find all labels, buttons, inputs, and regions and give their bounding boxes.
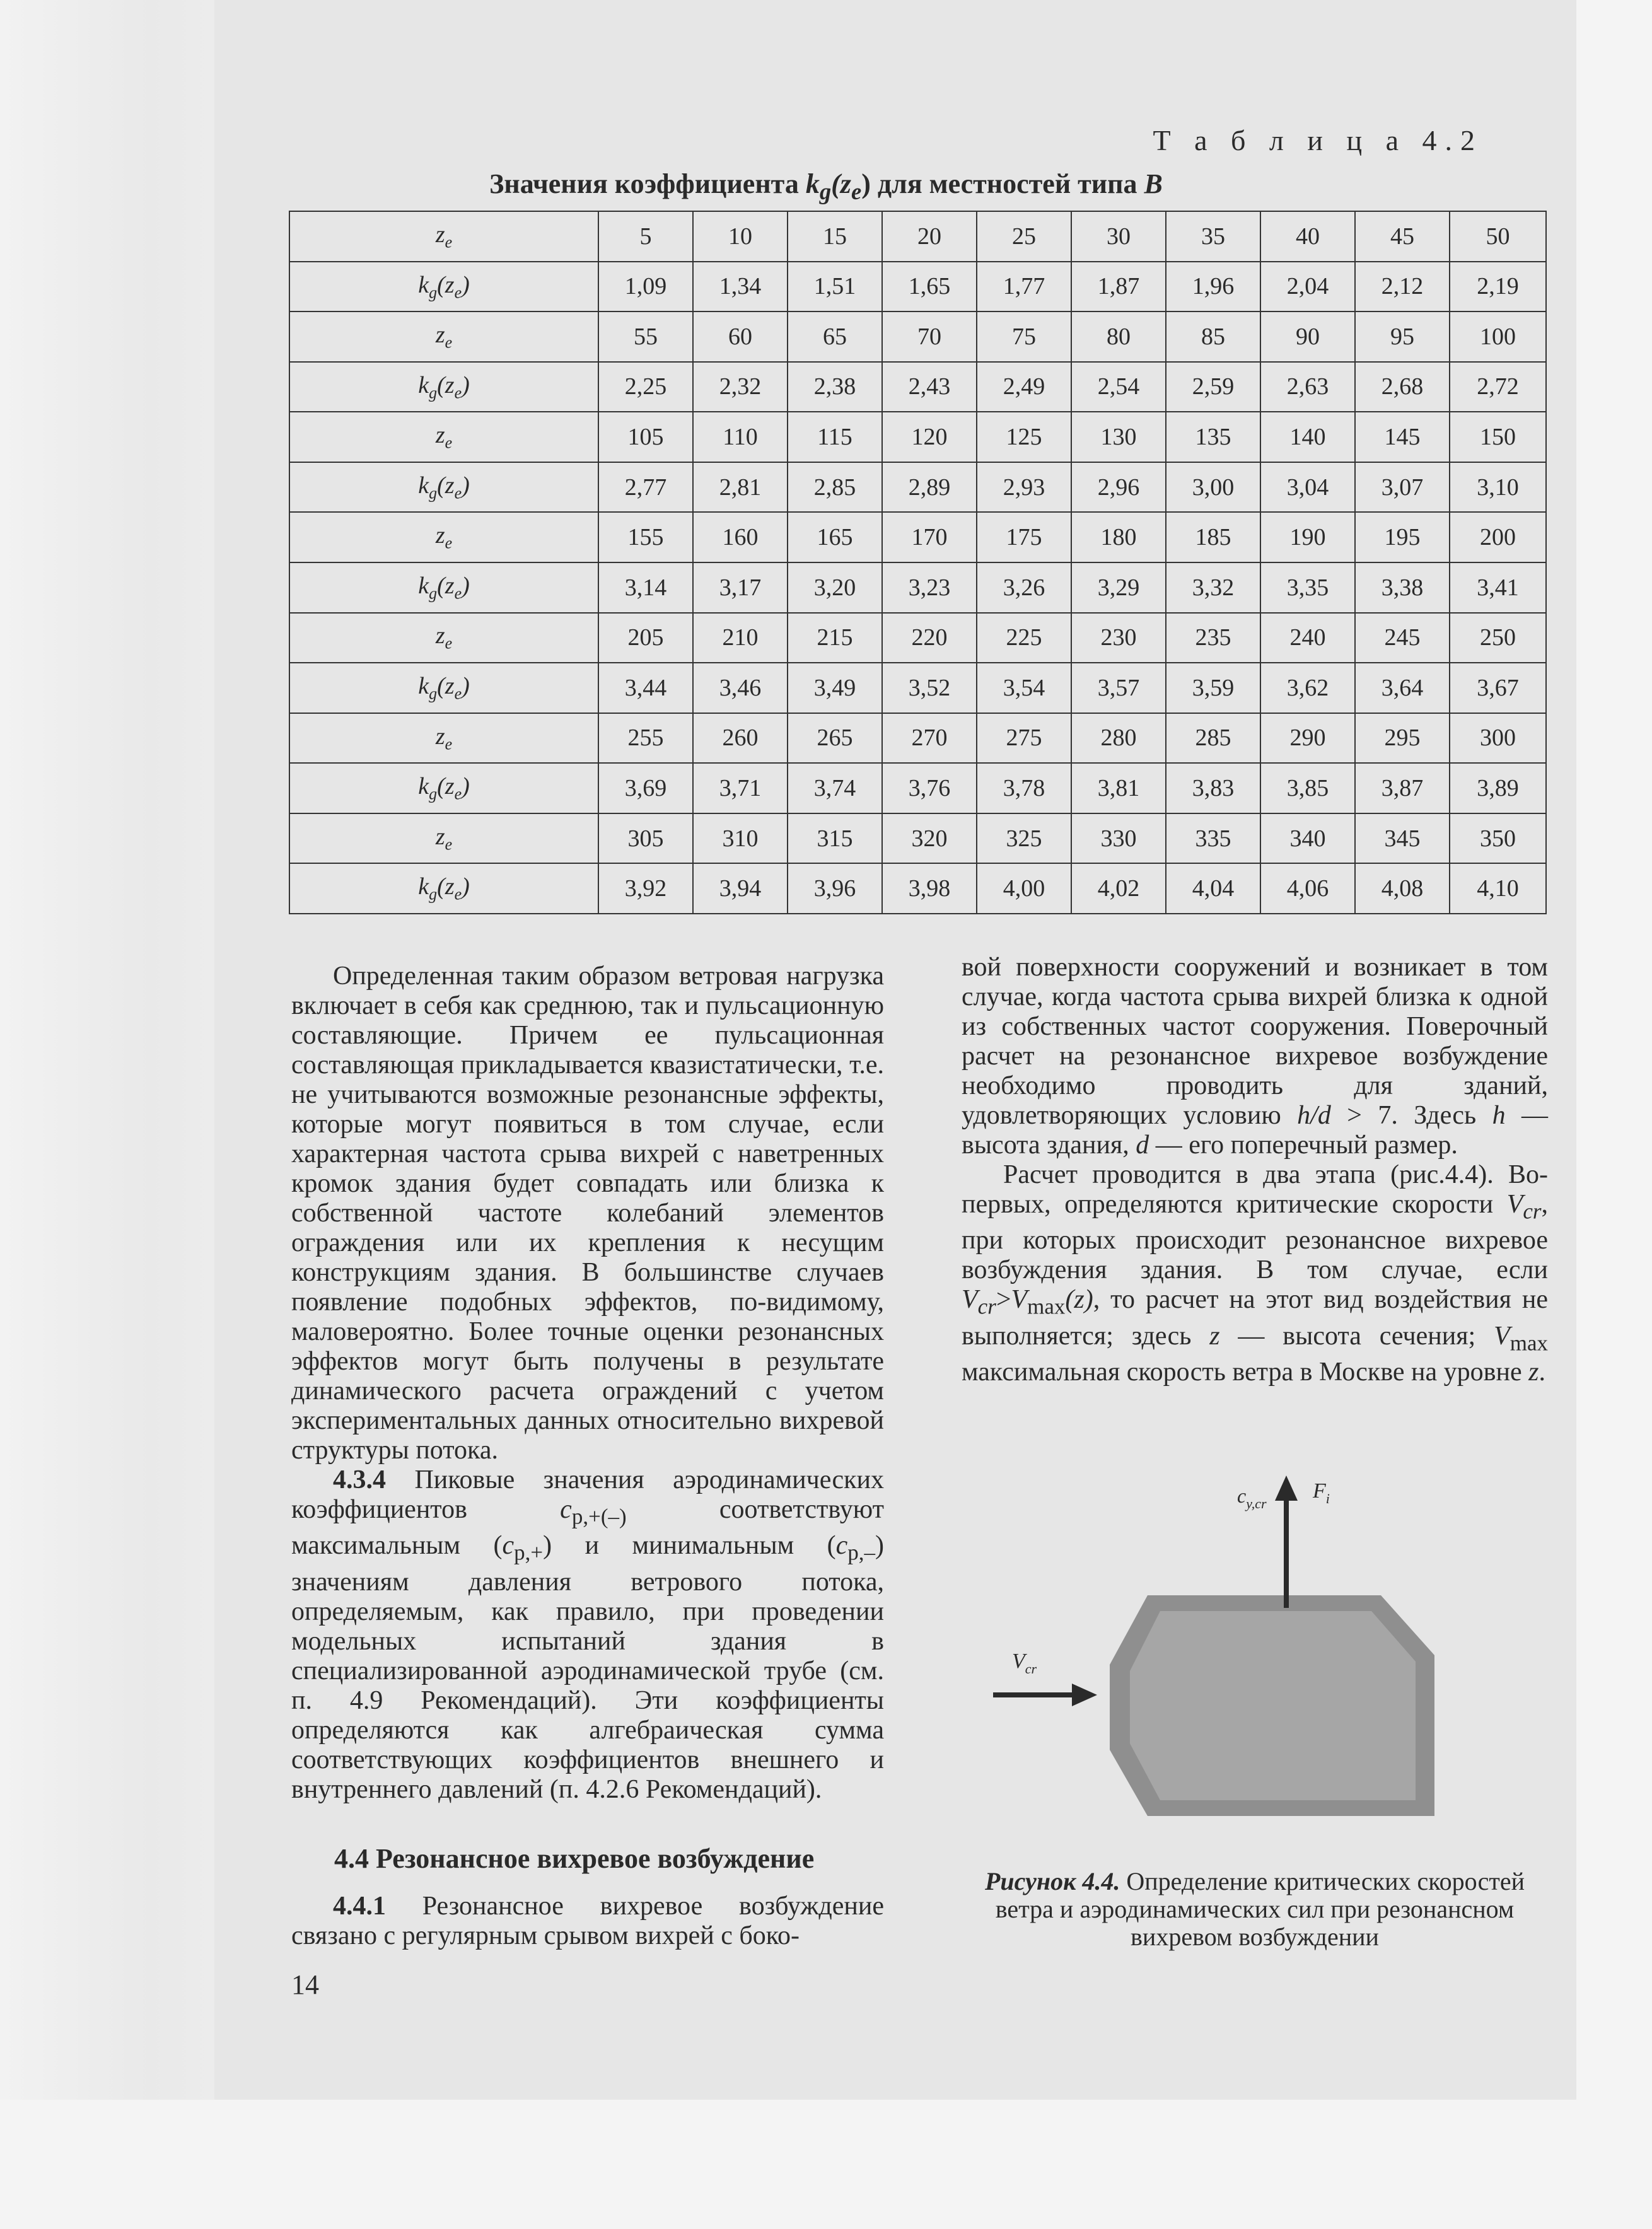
table-cell: 2,72 (1450, 362, 1546, 412)
table-cell: 310 (693, 813, 788, 864)
table-cell: 165 (788, 512, 882, 562)
table-cell: 3,04 (1260, 462, 1355, 513)
figure-vortex-excitation-svg (965, 1472, 1545, 1825)
paragraph-two-stages: Расчет проводится в два этапа (рис.4.4). Во-первых, определяются критические скорости $V_{cr}$, при которых происходит резонансное вихревое возбуждения здания. В том случае, если $V_{cr}>V_{max}(z)$, то расчет на этот вид воздействия не выполняется; здесь z — высота сечения; $V_{max}$ максимальная скорость ветра в Москве на уровне z. (962, 1160, 1548, 1387)
table-cell: 3,59 (1166, 663, 1260, 713)
table-row-coefficient (289, 562, 1546, 613)
table-cell: 70 (882, 311, 977, 362)
table-cell: 185 (1166, 512, 1260, 562)
table-row-coefficient (289, 262, 1546, 312)
table-cell: 3,20 (788, 562, 882, 613)
table-cell: 3,54 (977, 663, 1071, 713)
table-cell: 240 (1260, 613, 1355, 663)
table-row-height (289, 613, 1546, 663)
table-cell: 3,38 (1355, 562, 1450, 613)
table-row-height (289, 211, 1546, 262)
table-row-label: $k_g(z_e)$ (289, 362, 598, 412)
paragraph-wind-load: Определенная таким образом ветровая нагрузка включает в себя как среднюю, так и пульсационную составляющие. Причем ее пульсационная составляющая прикладывается квазистатически, т.е. не учитываются возможные резонансные эффекты, которые могут появиться в том случае, если характерная частота срыва вихрей с наветренных кромок здания будет совпадать или близка к собственной частоте колебаний элементов ограждения или их крепления к несущим конструкциям здания. В большинстве случаев появление подобных эффектов, по-видимому, маловероятно. Более точные оценки резонансных эффектов могут быть получены в результате динамического расчета ограждений с учетом экспериментальных данных относительно вихревой структуры потока. (291, 962, 884, 1465)
table-cell: 315 (788, 813, 882, 864)
table-cell: 295 (1355, 713, 1450, 764)
table-cell: 180 (1071, 512, 1166, 562)
table-cell: 2,32 (693, 362, 788, 412)
table-cell: 4,10 (1450, 863, 1546, 914)
table-row-coefficient (289, 763, 1546, 813)
table-cell: 3,23 (882, 562, 977, 613)
table-cell: 250 (1450, 613, 1546, 663)
table-cell: 40 (1260, 211, 1355, 262)
table-cell: 3,49 (788, 663, 882, 713)
table-cell: 3,92 (598, 863, 693, 914)
table-cell: 3,64 (1355, 663, 1450, 713)
table-cell: 155 (598, 512, 693, 562)
table-cell: 15 (788, 211, 882, 262)
table-cell: 90 (1260, 311, 1355, 362)
table-cell: 3,83 (1166, 763, 1260, 813)
table-cell: 3,76 (882, 763, 977, 813)
table-cell: 175 (977, 512, 1071, 562)
table-cell: 345 (1355, 813, 1450, 864)
right-column (962, 953, 1548, 1387)
table-row-coefficient (289, 362, 1546, 412)
table-cell: 215 (788, 613, 882, 663)
table-row-height (289, 412, 1546, 462)
lift-coefficient-label: $c_{y,cr}$ (1237, 1484, 1267, 1511)
table-cell: 95 (1355, 311, 1450, 362)
building-cross-section-inner (1130, 1611, 1416, 1800)
table-cell: 205 (598, 613, 693, 663)
table-cell: 130 (1071, 412, 1166, 462)
table-row-coefficient (289, 863, 1546, 914)
table-cell: 30 (1071, 211, 1166, 262)
table-cell: 150 (1450, 412, 1546, 462)
table-cell: 2,96 (1071, 462, 1166, 513)
table-cell: 170 (882, 512, 977, 562)
wind-arrow-head (1072, 1684, 1097, 1706)
table-cell: 3,96 (788, 863, 882, 914)
table-cell: 230 (1071, 613, 1166, 663)
table-row-height (289, 512, 1546, 562)
table-cell: 145 (1355, 412, 1450, 462)
table-cell: 285 (1166, 713, 1260, 764)
kg-coefficient-table (289, 211, 1547, 914)
table-cell: 210 (693, 613, 788, 663)
table-cell: 3,81 (1071, 763, 1166, 813)
table-row-label: $k_g(z_e)$ (289, 663, 598, 713)
page-number: 14 (291, 1969, 319, 2000)
table-cell: 2,85 (788, 462, 882, 513)
scan-background-left (0, 0, 214, 2229)
table-row-height (289, 311, 1546, 362)
table-cell: 4,00 (977, 863, 1071, 914)
table-row-label: $k_g(z_e)$ (289, 863, 598, 914)
table-cell: 3,41 (1450, 562, 1546, 613)
table-cell: 3,62 (1260, 663, 1355, 713)
table-cell: 195 (1355, 512, 1450, 562)
left-column (291, 962, 884, 1805)
table-row-label: $z_e$ (289, 311, 598, 362)
table-cell: 80 (1071, 311, 1166, 362)
table-row-label: $z_e$ (289, 211, 598, 262)
table-cell: 290 (1260, 713, 1355, 764)
table-cell: 325 (977, 813, 1071, 864)
table-cell: 75 (977, 311, 1071, 362)
scan-background-bottom (0, 2100, 1652, 2229)
table-cell: 3,98 (882, 863, 977, 914)
table-cell: 1,65 (882, 262, 977, 312)
table-cell: 120 (882, 412, 977, 462)
table-cell: 300 (1450, 713, 1546, 764)
table-cell: 3,69 (598, 763, 693, 813)
table-cell: 110 (693, 412, 788, 462)
scan-background-right (1576, 0, 1652, 2229)
table-cell: 3,00 (1166, 462, 1260, 513)
table-cell: 260 (693, 713, 788, 764)
table-row-label: $z_e$ (289, 713, 598, 764)
table-cell: 305 (598, 813, 693, 864)
paragraph-vortex-intro: вой поверхности сооружений и возникает в том случае, когда частота срыва вихрей близка к одной из собственных частот сооружения. Поверочный расчет на резонансное вихревое возбуждение необходимо проводить для зданий, удовлетворяющих условию h/d > 7. Здесь h — высота здания, d — его поперечный размер. (962, 953, 1548, 1160)
table-cell: 2,77 (598, 462, 693, 513)
table-cell: 5 (598, 211, 693, 262)
table-cell: 2,81 (693, 462, 788, 513)
table-cell: 160 (693, 512, 788, 562)
table-row-coefficient (289, 663, 1546, 713)
table-cell: 4,06 (1260, 863, 1355, 914)
table-cell: 2,93 (977, 462, 1071, 513)
table-cell: 60 (693, 311, 788, 362)
table-cell: 20 (882, 211, 977, 262)
table-cell: 3,89 (1450, 763, 1546, 813)
table-cell: 3,78 (977, 763, 1071, 813)
table-row-height (289, 813, 1546, 864)
table-cell: 335 (1166, 813, 1260, 864)
table-cell: 2,43 (882, 362, 977, 412)
table-caption: Т а б л и ц а 4.2 (1153, 124, 1483, 156)
table-row-label: $z_e$ (289, 613, 598, 663)
table-cell: 1,87 (1071, 262, 1166, 312)
table-cell: 200 (1450, 512, 1546, 562)
table-cell: 3,71 (693, 763, 788, 813)
table-cell: 125 (977, 412, 1071, 462)
table-cell: 3,32 (1166, 562, 1260, 613)
table-cell: 115 (788, 412, 882, 462)
table-cell: 4,02 (1071, 863, 1166, 914)
table-cell: 275 (977, 713, 1071, 764)
table-cell: 10 (693, 211, 788, 262)
table-cell: 35 (1166, 211, 1260, 262)
table-cell: 1,51 (788, 262, 882, 312)
table-cell: 3,14 (598, 562, 693, 613)
table-row-label: $z_e$ (289, 813, 598, 864)
table-cell: 4,04 (1166, 863, 1260, 914)
table-cell: 280 (1071, 713, 1166, 764)
table-cell: 3,10 (1450, 462, 1546, 513)
table-cell: 340 (1260, 813, 1355, 864)
table-cell: 2,04 (1260, 262, 1355, 312)
table-cell: 2,12 (1355, 262, 1450, 312)
force-label: $F_i$ (1313, 1479, 1330, 1506)
table-cell: 2,38 (788, 362, 882, 412)
table-cell: 3,44 (598, 663, 693, 713)
table-cell: 3,07 (1355, 462, 1450, 513)
table-cell: 2,89 (882, 462, 977, 513)
table-cell: 350 (1450, 813, 1546, 864)
table-cell: 1,34 (693, 262, 788, 312)
table-cell: 245 (1355, 613, 1450, 663)
table-cell: 2,25 (598, 362, 693, 412)
table-cell: 3,74 (788, 763, 882, 813)
table-row-label: $k_g(z_e)$ (289, 262, 598, 312)
table-cell: 135 (1166, 412, 1260, 462)
table-row-label: $z_e$ (289, 512, 598, 562)
table-cell: 265 (788, 713, 882, 764)
table-row-label: $k_g(z_e)$ (289, 562, 598, 613)
section-heading: 4.4 Резонансное вихревое возбуждение (334, 1843, 815, 1874)
left-column-bottom (291, 1892, 884, 1951)
table-cell: 2,63 (1260, 362, 1355, 412)
table-cell: 3,29 (1071, 562, 1166, 613)
table-cell: 3,26 (977, 562, 1071, 613)
figure-vortex-excitation (965, 1472, 1545, 1825)
table-cell: 1,96 (1166, 262, 1260, 312)
table-row-coefficient (289, 462, 1546, 513)
table-cell: 2,68 (1355, 362, 1450, 412)
table-cell: 3,52 (882, 663, 977, 713)
table-cell: 2,49 (977, 362, 1071, 412)
table-row-height (289, 713, 1546, 764)
table-cell: 65 (788, 311, 882, 362)
table-cell: 55 (598, 311, 693, 362)
table-cell: 320 (882, 813, 977, 864)
table-cell: 3,94 (693, 863, 788, 914)
table-cell: 1,09 (598, 262, 693, 312)
table-cell: 220 (882, 613, 977, 663)
table-cell: 85 (1166, 311, 1260, 362)
table-cell: 105 (598, 412, 693, 462)
table-cell: 3,17 (693, 562, 788, 613)
table-cell: 255 (598, 713, 693, 764)
wind-speed-label: $V_{cr}$ (1012, 1650, 1037, 1677)
table-cell: 45 (1355, 211, 1450, 262)
table-cell: 2,19 (1450, 262, 1546, 312)
table-cell: 100 (1450, 311, 1546, 362)
table-cell: 3,85 (1260, 763, 1355, 813)
table-cell: 50 (1450, 211, 1546, 262)
table-cell: 225 (977, 613, 1071, 663)
table-title: Значения коэффициента $k_g(z_e)$ для местностей типа B (489, 168, 1163, 204)
table-cell: 3,46 (693, 663, 788, 713)
table-cell: 270 (882, 713, 977, 764)
table-cell: 3,67 (1450, 663, 1546, 713)
table-row-label: $k_g(z_e)$ (289, 462, 598, 513)
paragraph-4-4-1: 4.4.1 Резонансное вихревое возбуждение связано с регулярным срывом вихрей с боко- (291, 1892, 884, 1950)
lift-force-arrow-head (1275, 1475, 1298, 1501)
table-cell: 2,59 (1166, 362, 1260, 412)
table-cell: 190 (1260, 512, 1355, 562)
table-cell: 4,08 (1355, 863, 1450, 914)
table-cell: 140 (1260, 412, 1355, 462)
table-row-label: $z_e$ (289, 412, 598, 462)
table-cell: 3,57 (1071, 663, 1166, 713)
table-cell: 330 (1071, 813, 1166, 864)
table-cell: 3,87 (1355, 763, 1450, 813)
table-row-label: $k_g(z_e)$ (289, 763, 598, 813)
figure-caption: Рисунок 4.4. Определение критических скоростей ветра и аэродинамических сил при резонансном вихревом возбуждении (984, 1867, 1525, 1951)
table-cell: 235 (1166, 613, 1260, 663)
table-cell: 1,77 (977, 262, 1071, 312)
paragraph-4-3-4: 4.3.4 Пиковые значения аэродинамических коэффициентов $c_{p,+(-)}$ соответствуют максимальным $(c_{p,+})$ и минимальным $(c_{p,-})$ значениям давления ветрового потока, определяемым, как правило, при проведении модельных испытаний здания в специализированной аэродинамической трубе (см. п. 4.9 Рекомендаций). Эти коэффициенты определяются как алгебраическая сумма соответствующих коэффициентов внешнего и внутреннего давлений (п. 4.2.6 Рекомендаций). (291, 1465, 884, 1804)
table-cell: 2,54 (1071, 362, 1166, 412)
table-cell: 25 (977, 211, 1071, 262)
table-cell: 3,35 (1260, 562, 1355, 613)
